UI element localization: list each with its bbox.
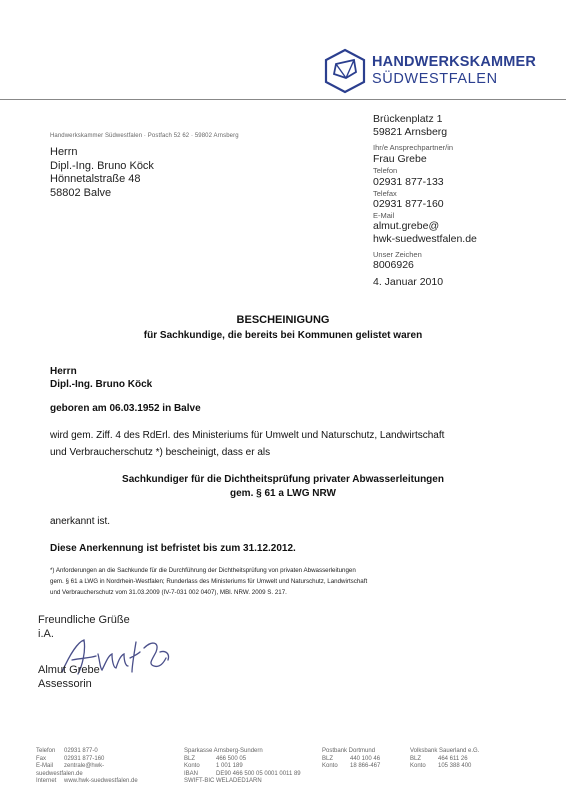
phone-label: Telefon <box>373 166 398 175</box>
document-title: BESCHEINIGUNG <box>236 314 330 326</box>
phone-value: 02931 877-133 <box>373 176 444 188</box>
footer-bank-title: Postbank Dortmund <box>322 748 376 754</box>
footer-bank-row: Konto 1 001 189 <box>184 763 243 769</box>
handwerkskammer-logo-icon <box>322 48 368 94</box>
email-label: E-Mail <box>373 211 395 220</box>
footer-bank-row: Konto 18 866-467 <box>322 763 381 769</box>
recipient-line2: Dipl.-Ing. Bruno Köck <box>50 160 154 172</box>
handwritten-signature-icon <box>56 632 176 684</box>
email-value-line2: hwk-suedwestfalen.de <box>373 233 477 245</box>
closing-greeting: Freundliche Grüße <box>38 614 130 626</box>
sidebar-street: Brückenplatz 1 <box>373 113 443 125</box>
letter-date: 4. Januar 2010 <box>373 276 444 288</box>
footer-bank-postbank <box>322 748 402 771</box>
sender-line: Handwerkskammer Südwestfalen · Postfach 52 62 · 59802 Arnsberg <box>50 133 239 139</box>
email-value-line1: almut.grebe@ <box>373 220 440 232</box>
recognized-text: anerkannt ist. <box>50 516 111 527</box>
footnote-line1: *) Anforderungen an die Sachkunde für die Durchführung der Dichtheitsprüfung von privaten Abwasserleitungen <box>50 567 356 574</box>
paragraph-line2: und Verbraucherschutz *) bescheinigt, dass er als <box>50 447 271 458</box>
signer-title: Assessorin <box>38 678 92 690</box>
recipient-line4: 58802 Balve <box>50 187 112 199</box>
sidebar-city: 59821 Arnsberg <box>373 126 448 138</box>
birth-info: geboren am 06.03.1952 in Balve <box>50 403 201 414</box>
footer-bank-row: IBAN DE90 466 500 05 0001 0011 89 <box>184 770 301 777</box>
footer-contact-row: Fax 02931 877-160 <box>36 755 105 762</box>
org-name-line1: HANDWERKSKAMMER <box>372 54 537 70</box>
recipient-line3: Hönnetalstraße 48 <box>50 173 141 185</box>
contact-value: Frau Grebe <box>373 153 427 165</box>
qualification-line2: gem. § 61 a LWG NRW <box>230 488 336 499</box>
paragraph-line1: wird gem. Ziff. 4 des RdErl. des Ministeriums für Umwelt und Naturschutz, Landwirtschaft <box>50 430 445 441</box>
footnote-line3: und Verbraucherschutz vom 31.03.2009 (IV-7-031 002 0407), MBl. NRW. 2009 S. 217. <box>50 589 287 596</box>
org-name-line2: SÜDWESTFALEN <box>372 71 498 87</box>
document-subtitle: für Sachkundige, die bereits bei Kommunen gelistet waren <box>143 330 423 341</box>
ref-label: Unser Zeichen <box>373 250 422 259</box>
qualification-line1: Sachkundiger für die Dichtheitsprüfung privater Abwasserleitungen <box>122 474 444 485</box>
footer-bank-title: Sparkasse Arnsberg-Sundern <box>184 748 263 754</box>
contact-label: Ihr/e Ansprechpartner/in <box>373 143 454 152</box>
footer-bank-row: BLZ 464 611 26 <box>410 755 468 762</box>
footer-contact-row: Internet www.hwk-suedwestfalen.de <box>36 778 138 784</box>
footer-contact <box>36 748 146 786</box>
footer-bank-title: Volksbank Sauerland e.G. <box>410 748 480 754</box>
person-salutation: Herrn <box>50 366 77 377</box>
footer-bank-row: BLZ 466 500 05 <box>184 755 247 762</box>
fax-value: 02931 877-160 <box>373 198 444 210</box>
footer-bank-sparkasse <box>184 748 319 786</box>
footer-bank-row: Konto 105 388 400 <box>410 763 472 769</box>
footer-bank-volksbank <box>410 748 510 771</box>
footer-contact-row: E-Mail zentrale@hwk-suedwestfalen.de <box>36 763 105 777</box>
person-name: Dipl.-Ing. Bruno Köck <box>50 379 153 390</box>
validity-limit: Diese Anerkennung ist befristet bis zum 31.12.2012. <box>50 543 296 554</box>
closing-ia: i.A. <box>38 628 54 640</box>
fax-label: Telefax <box>373 189 397 198</box>
recipient-line1: Herrn <box>50 146 78 158</box>
header-rule <box>0 99 566 100</box>
signer-name: Almut Grebe <box>38 664 100 676</box>
footer-bank-row: BLZ 440 100 46 <box>322 755 381 762</box>
footer-contact-row: Telefon 02931 877-0 <box>36 748 98 754</box>
ref-value: 8006926 <box>373 259 414 271</box>
footnote-line2: gem. § 61 a LWG in Nordrhein-Westfalen; Runderlass des Ministeriums für Umwelt und Naturschutz, Landwirtschaft <box>50 578 368 585</box>
footer-bank-row: SWIFT-BIC WELADED1ARN <box>184 778 262 784</box>
